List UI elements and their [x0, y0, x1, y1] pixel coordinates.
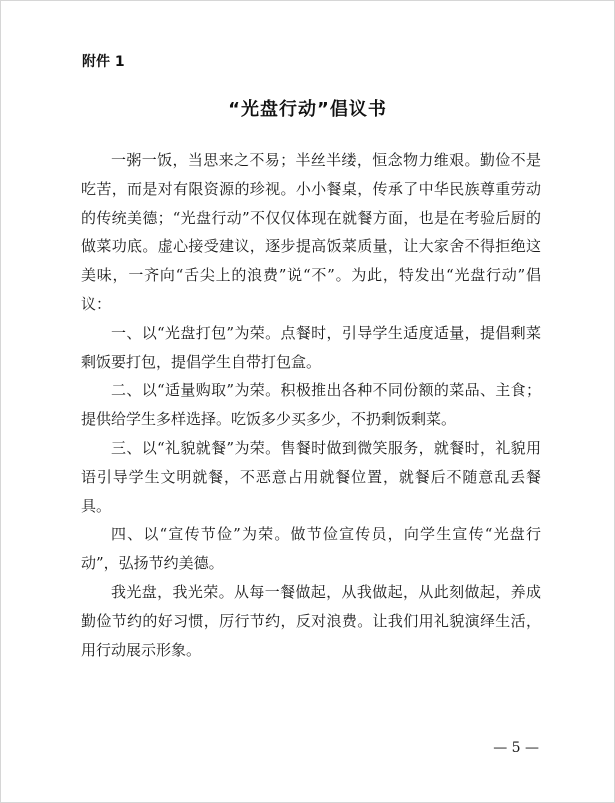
document-title: “光盘行动”倡议书	[228, 99, 387, 120]
document-body	[81, 146, 541, 664]
paragraph-intro: 一粥一饭，当思来之不易；半丝半缕，恒念物力维艰。勤俭不是吃苦，而是对有限资源的珍视。小小餐桌，传承了中华民族尊重劳动的传统美德；“光盘行动”不仅仅体现在就餐方面，也是在考验后厨的做菜功底。虚心接受建议，逐步提高饭菜质量，让大家舍不得拒绝这美味，一齐向“舌尖上的浪费”说“不”。为此，特发出“光盘行动”倡议：	[81, 151, 541, 313]
page-number: — 5 —	[493, 740, 539, 756]
paragraph-item-4: 四、以“宣传节俭”为荣。做节俭宣传员，向学生宣传“光盘行动”，弘扬节约美德。	[81, 525, 541, 573]
paragraph-closing: 我光盘，我光荣。从每一餐做起，从我做起，从此刻做起，养成勤俭节约的好习惯，厉行节约，反对浪费。让我们用礼貌演绎生活，用行动展示形象。	[81, 582, 541, 659]
paragraph-item-3: 三、以“礼貌就餐”为荣。售餐时做到微笑服务，就餐时，礼貌用语引导学生文明就餐，不恶意占用就餐位置，就餐后不随意乱丢餐具。	[81, 438, 541, 515]
paragraph-item-2: 二、以“适量购取”为荣。积极推出各种不同份额的菜品、主食；提供给学生多样选择。吃饭多少买多少，不扔剩饭剩菜。	[81, 381, 541, 429]
paragraph-item-1: 一、以“光盘打包”为荣。点餐时，引导学生适度适量，提倡剩菜剩饭要打包，提倡学生自带打包盒。	[81, 323, 541, 371]
attachment-label: 附件 1	[82, 54, 125, 70]
